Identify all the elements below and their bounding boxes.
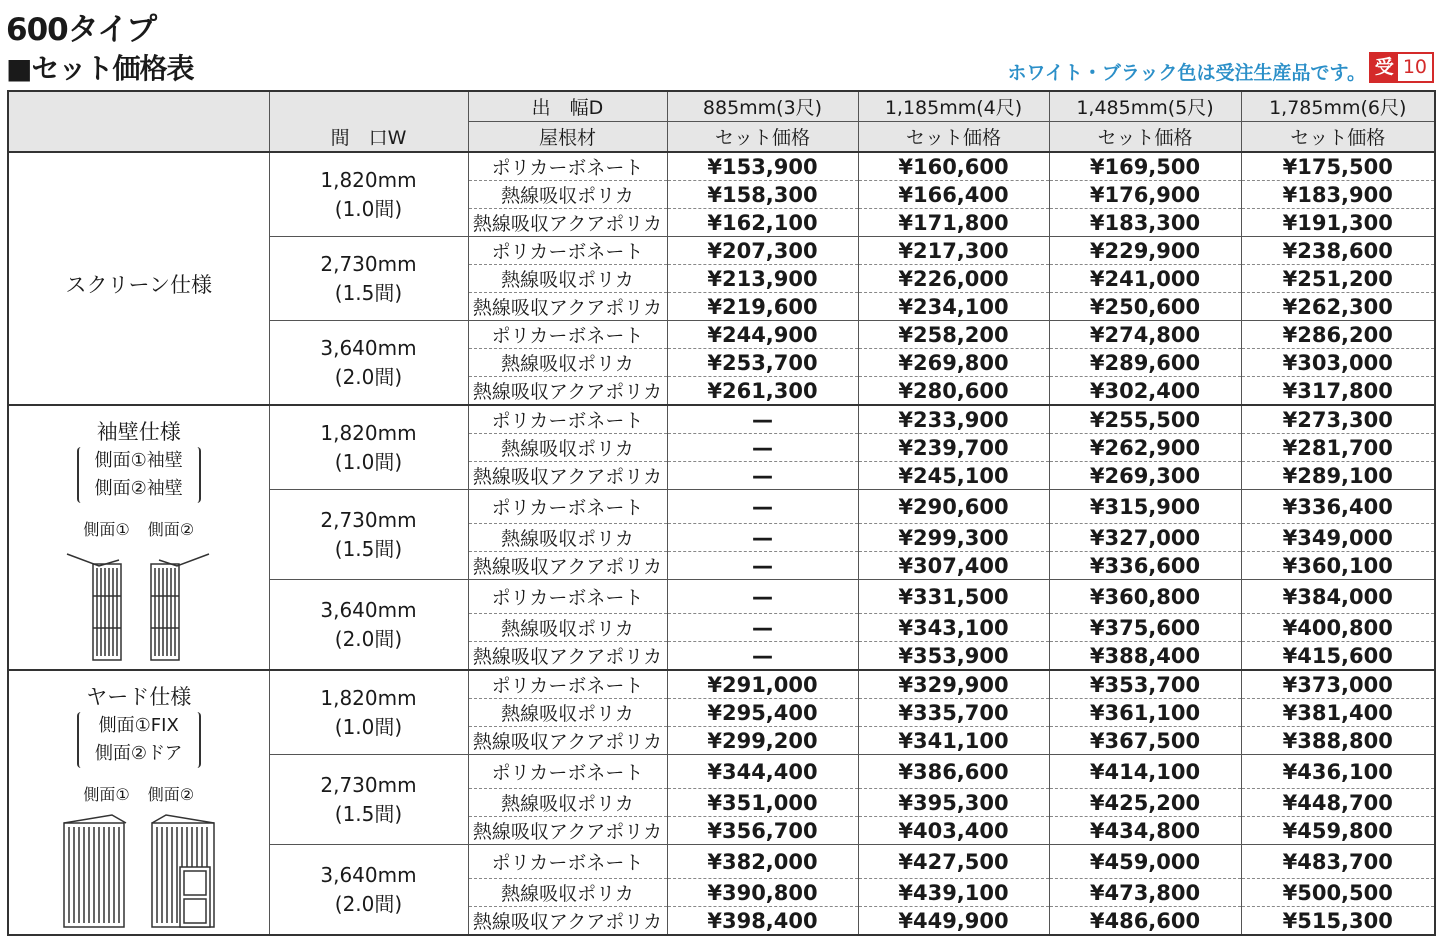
price-cell: ¥360,100 [1241,552,1435,580]
header-depth-1785: 1,785mm(6尺) [1241,91,1435,122]
price-cell: ¥162,100 [667,209,858,237]
price-cell: ¥244,900 [667,321,858,349]
price-cell: ¥219,600 [667,293,858,321]
header-width-label: 間 口W [269,122,468,153]
roof-material: 熱線吸収アクアポリカ [468,209,667,237]
width-ken: (2.0間) [334,891,403,916]
roof-material: ポリカーボネート [468,490,667,524]
price-cell: ¥349,000 [1241,524,1435,552]
spec-name: 袖壁仕様 [96,420,181,444]
price-cell: ¥169,500 [1049,152,1241,181]
table-row [8,405,1435,434]
price-cell: — [667,462,858,490]
price-cell: ¥253,700 [667,349,858,377]
price-cell: ¥269,800 [858,349,1049,377]
width-ken: (1.5間) [334,801,403,826]
price-cell: ¥500,500 [1241,879,1435,907]
price-cell: ¥251,200 [1241,265,1435,293]
price-cell: ¥171,800 [858,209,1049,237]
price-cell: ¥390,800 [667,879,858,907]
price-cell: ¥255,500 [1049,405,1241,434]
price-cell: ¥226,000 [858,265,1049,293]
roof-material: 熱線吸収ポリカ [468,265,667,293]
price-cell: ¥373,000 [1241,670,1435,699]
roof-material: 熱線吸収アクアポリカ [468,377,667,406]
width-mm: 1,820mm [320,685,417,710]
width-cell [269,845,468,936]
price-cell: ¥239,700 [858,434,1049,462]
roof-material: ポリカーボネート [468,845,667,879]
price-cell: ¥459,800 [1241,817,1435,845]
spec-side1-detail: 側面①FIX [98,715,179,736]
spec-content [9,681,269,934]
price-cell: ¥335,700 [858,699,1049,727]
price-cell: ¥160,600 [858,152,1049,181]
price-cell: ¥299,200 [667,727,858,755]
roof-material: 熱線吸収ポリカ [468,349,667,377]
price-cell: ¥213,900 [667,265,858,293]
price-cell: — [667,405,858,434]
price-cell: ¥425,200 [1049,789,1241,817]
roof-material: ポリカーボネート [468,152,667,181]
price-cell: ¥250,600 [1049,293,1241,321]
table-row [8,152,1435,181]
price-cell: ¥427,500 [858,845,1049,879]
price-cell: ¥344,400 [667,755,858,789]
price-cell: ¥286,200 [1241,321,1435,349]
price-cell: ¥175,500 [1241,152,1435,181]
roof-material: 熱線吸収アクアポリカ [468,462,667,490]
width-cell [269,321,468,406]
roof-material: ポリカーボネート [468,580,667,614]
price-cell: ¥303,000 [1241,349,1435,377]
table-row [8,670,1435,699]
header-corner [8,91,269,152]
spec-content [9,416,269,669]
side2-label: 側面② [147,785,195,804]
price-cell: ¥351,000 [667,789,858,817]
price-cell: ¥302,400 [1049,377,1241,406]
width-mm: 3,640mm [320,335,417,360]
width-ken: (1.5間) [334,536,403,561]
header-row-depth [8,91,1435,122]
price-cell: ¥473,800 [1049,879,1241,907]
price-cell: ¥336,400 [1241,490,1435,524]
price-cell: ¥353,900 [858,642,1049,671]
header-price-label: セット価格 [858,122,1049,153]
price-cell: ¥398,400 [667,907,858,936]
sleeve-wall-illustration-icon [59,544,219,664]
price-cell: ¥299,300 [858,524,1049,552]
header-blank [269,91,468,122]
price-cell: ¥329,900 [858,670,1049,699]
width-mm: 3,640mm [320,597,417,622]
width-ken: (1.0間) [334,449,403,474]
price-cell: ¥486,600 [1049,907,1241,936]
roof-material: ポリカーボネート [468,755,667,789]
price-cell: — [667,434,858,462]
price-cell: — [667,614,858,642]
price-cell: — [667,524,858,552]
width-cell [269,670,468,755]
price-cell: ¥295,400 [667,699,858,727]
price-cell: ¥234,100 [858,293,1049,321]
badge-number: 10 [1398,54,1432,81]
price-cell: ¥403,400 [858,817,1049,845]
price-cell: ¥290,600 [858,490,1049,524]
price-cell: ¥262,300 [1241,293,1435,321]
width-cell [269,405,468,490]
price-cell: ¥233,900 [858,405,1049,434]
roof-material: 熱線吸収ポリカ [468,434,667,462]
price-cell: ¥183,900 [1241,181,1435,209]
price-cell: ¥436,100 [1241,755,1435,789]
price-cell: ¥434,800 [1049,817,1241,845]
price-cell: ¥262,900 [1049,434,1241,462]
spec-side-detail [77,712,201,768]
price-cell: ¥400,800 [1241,614,1435,642]
spec-side-detail [77,447,201,503]
roof-material: ポリカーボネート [468,321,667,349]
price-cell: ¥331,500 [858,580,1049,614]
price-cell: ¥207,300 [667,237,858,265]
price-cell: ¥238,600 [1241,237,1435,265]
width-cell [269,580,468,671]
price-cell: ¥280,600 [858,377,1049,406]
price-cell: ¥245,100 [858,462,1049,490]
price-cell: ¥356,700 [667,817,858,845]
roof-material: 熱線吸収アクアポリカ [468,817,667,845]
badge-label: 受 [1371,54,1398,81]
price-cell: ¥388,800 [1241,727,1435,755]
roof-material: 熱線吸収アクアポリカ [468,293,667,321]
price-cell: ¥183,300 [1049,209,1241,237]
price-cell: ¥153,900 [667,152,858,181]
price-cell: ¥375,600 [1049,614,1241,642]
price-cell: ¥317,800 [1241,377,1435,406]
header-roof-label: 屋根材 [468,122,667,153]
width-cell [269,490,468,580]
price-cell: ¥343,100 [858,614,1049,642]
side-labels [9,782,269,805]
side2-label: 側面② [147,520,195,539]
header-depth-1185: 1,185mm(4尺) [858,91,1049,122]
roof-material: 熱線吸収アクアポリカ [468,552,667,580]
price-cell: ¥176,900 [1049,181,1241,209]
price-cell: ¥439,100 [858,879,1049,907]
price-cell: ¥315,900 [1049,490,1241,524]
type-title: 600タイプ [6,12,157,48]
width-cell [269,755,468,845]
price-cell: ¥269,300 [1049,462,1241,490]
roof-material: 熱線吸収ポリカ [468,789,667,817]
roof-material: 熱線吸収ポリカ [468,181,667,209]
price-cell: ¥261,300 [667,377,858,406]
roof-material: 熱線吸収アクアポリカ [468,642,667,671]
roof-material: 熱線吸収ポリカ [468,524,667,552]
price-cell: ¥382,000 [667,845,858,879]
width-mm: 2,730mm [320,772,417,797]
roof-material: ポリカーボネート [468,405,667,434]
price-cell: ¥327,000 [1049,524,1241,552]
price-cell: ¥291,000 [667,670,858,699]
price-cell: ¥367,500 [1049,727,1241,755]
width-ken: (2.0間) [334,626,403,651]
price-cell: ¥191,300 [1241,209,1435,237]
header-depth-label: 出 幅D [468,91,667,122]
roof-material: 熱線吸収ポリカ [468,699,667,727]
spec-illustration [9,544,269,669]
price-cell: — [667,642,858,671]
price-cell: ¥274,800 [1049,321,1241,349]
order-badge [1369,52,1434,83]
price-cell: ¥336,600 [1049,552,1241,580]
price-cell: ¥414,100 [1049,755,1241,789]
width-cell [269,152,468,237]
price-cell: ¥289,600 [1049,349,1241,377]
header-price-label: セット価格 [667,122,858,153]
roof-material: 熱線吸収ポリカ [468,614,667,642]
price-cell: ¥273,300 [1241,405,1435,434]
header-depth-885: 885mm(3尺) [667,91,858,122]
price-cell: ¥229,900 [1049,237,1241,265]
price-cell: ¥386,600 [858,755,1049,789]
price-cell: — [667,490,858,524]
header-depth-1485: 1,485mm(5尺) [1049,91,1241,122]
price-cell: ¥449,900 [858,907,1049,936]
header-price-label: セット価格 [1241,122,1435,153]
price-table [7,90,1436,936]
roof-material: ポリカーボネート [468,237,667,265]
width-mm: 1,820mm [320,167,417,192]
width-ken: (1.0間) [334,714,403,739]
spec-cell [8,405,269,670]
price-cell: ¥395,300 [858,789,1049,817]
price-cell: ¥241,000 [1049,265,1241,293]
roof-material: 熱線吸収アクアポリカ [468,727,667,755]
price-cell: ¥459,000 [1049,845,1241,879]
made-to-order-note: ホワイト・ブラック色は受注生産品です。 [1007,62,1366,84]
roof-material: 熱線吸収アクアポリカ [468,907,667,936]
spec-name: スクリーン仕様 [65,272,213,297]
price-cell: ¥361,100 [1049,699,1241,727]
side-labels [9,517,269,540]
spec-content [9,269,269,299]
width-cell [269,237,468,321]
price-cell: — [667,580,858,614]
spec-side2-detail: 側面②ドア [94,743,183,764]
price-cell: ¥289,100 [1241,462,1435,490]
spec-cell [8,152,269,405]
roof-material: 熱線吸収ポリカ [468,879,667,907]
price-cell: ¥483,700 [1241,845,1435,879]
price-cell: ¥281,700 [1241,434,1435,462]
price-cell: ¥166,400 [858,181,1049,209]
side1-label: 側面① [83,520,130,539]
price-cell: ¥415,600 [1241,642,1435,671]
spec-illustration [9,809,269,934]
width-ken: (1.5間) [334,280,403,305]
roof-material: ポリカーボネート [468,670,667,699]
price-cell: ¥353,700 [1049,670,1241,699]
spec-side1-detail: 側面①袖壁 [94,450,183,471]
width-mm: 1,820mm [320,420,417,445]
width-mm: 2,730mm [320,507,417,532]
price-cell: — [667,552,858,580]
spec-cell [8,670,269,935]
spec-side2-detail: 側面②袖壁 [94,478,183,499]
table-title: ■セット価格表 [6,52,194,85]
width-mm: 3,640mm [320,862,417,887]
price-cell: ¥341,100 [858,727,1049,755]
price-cell: ¥158,300 [667,181,858,209]
header-price-label: セット価格 [1049,122,1241,153]
price-cell: ¥448,700 [1241,789,1435,817]
price-cell: ¥360,800 [1049,580,1241,614]
width-ken: (2.0間) [334,364,403,389]
price-cell: ¥384,000 [1241,580,1435,614]
price-cell: ¥381,400 [1241,699,1435,727]
price-cell: ¥217,300 [858,237,1049,265]
width-mm: 2,730mm [320,251,417,276]
side1-label: 側面① [83,785,130,804]
width-ken: (1.0間) [334,196,403,221]
price-cell: ¥515,300 [1241,907,1435,936]
yard-illustration-icon [54,809,224,929]
price-cell: ¥388,400 [1049,642,1241,671]
price-cell: ¥307,400 [858,552,1049,580]
price-cell: ¥258,200 [858,321,1049,349]
spec-name: ヤード仕様 [86,685,192,709]
